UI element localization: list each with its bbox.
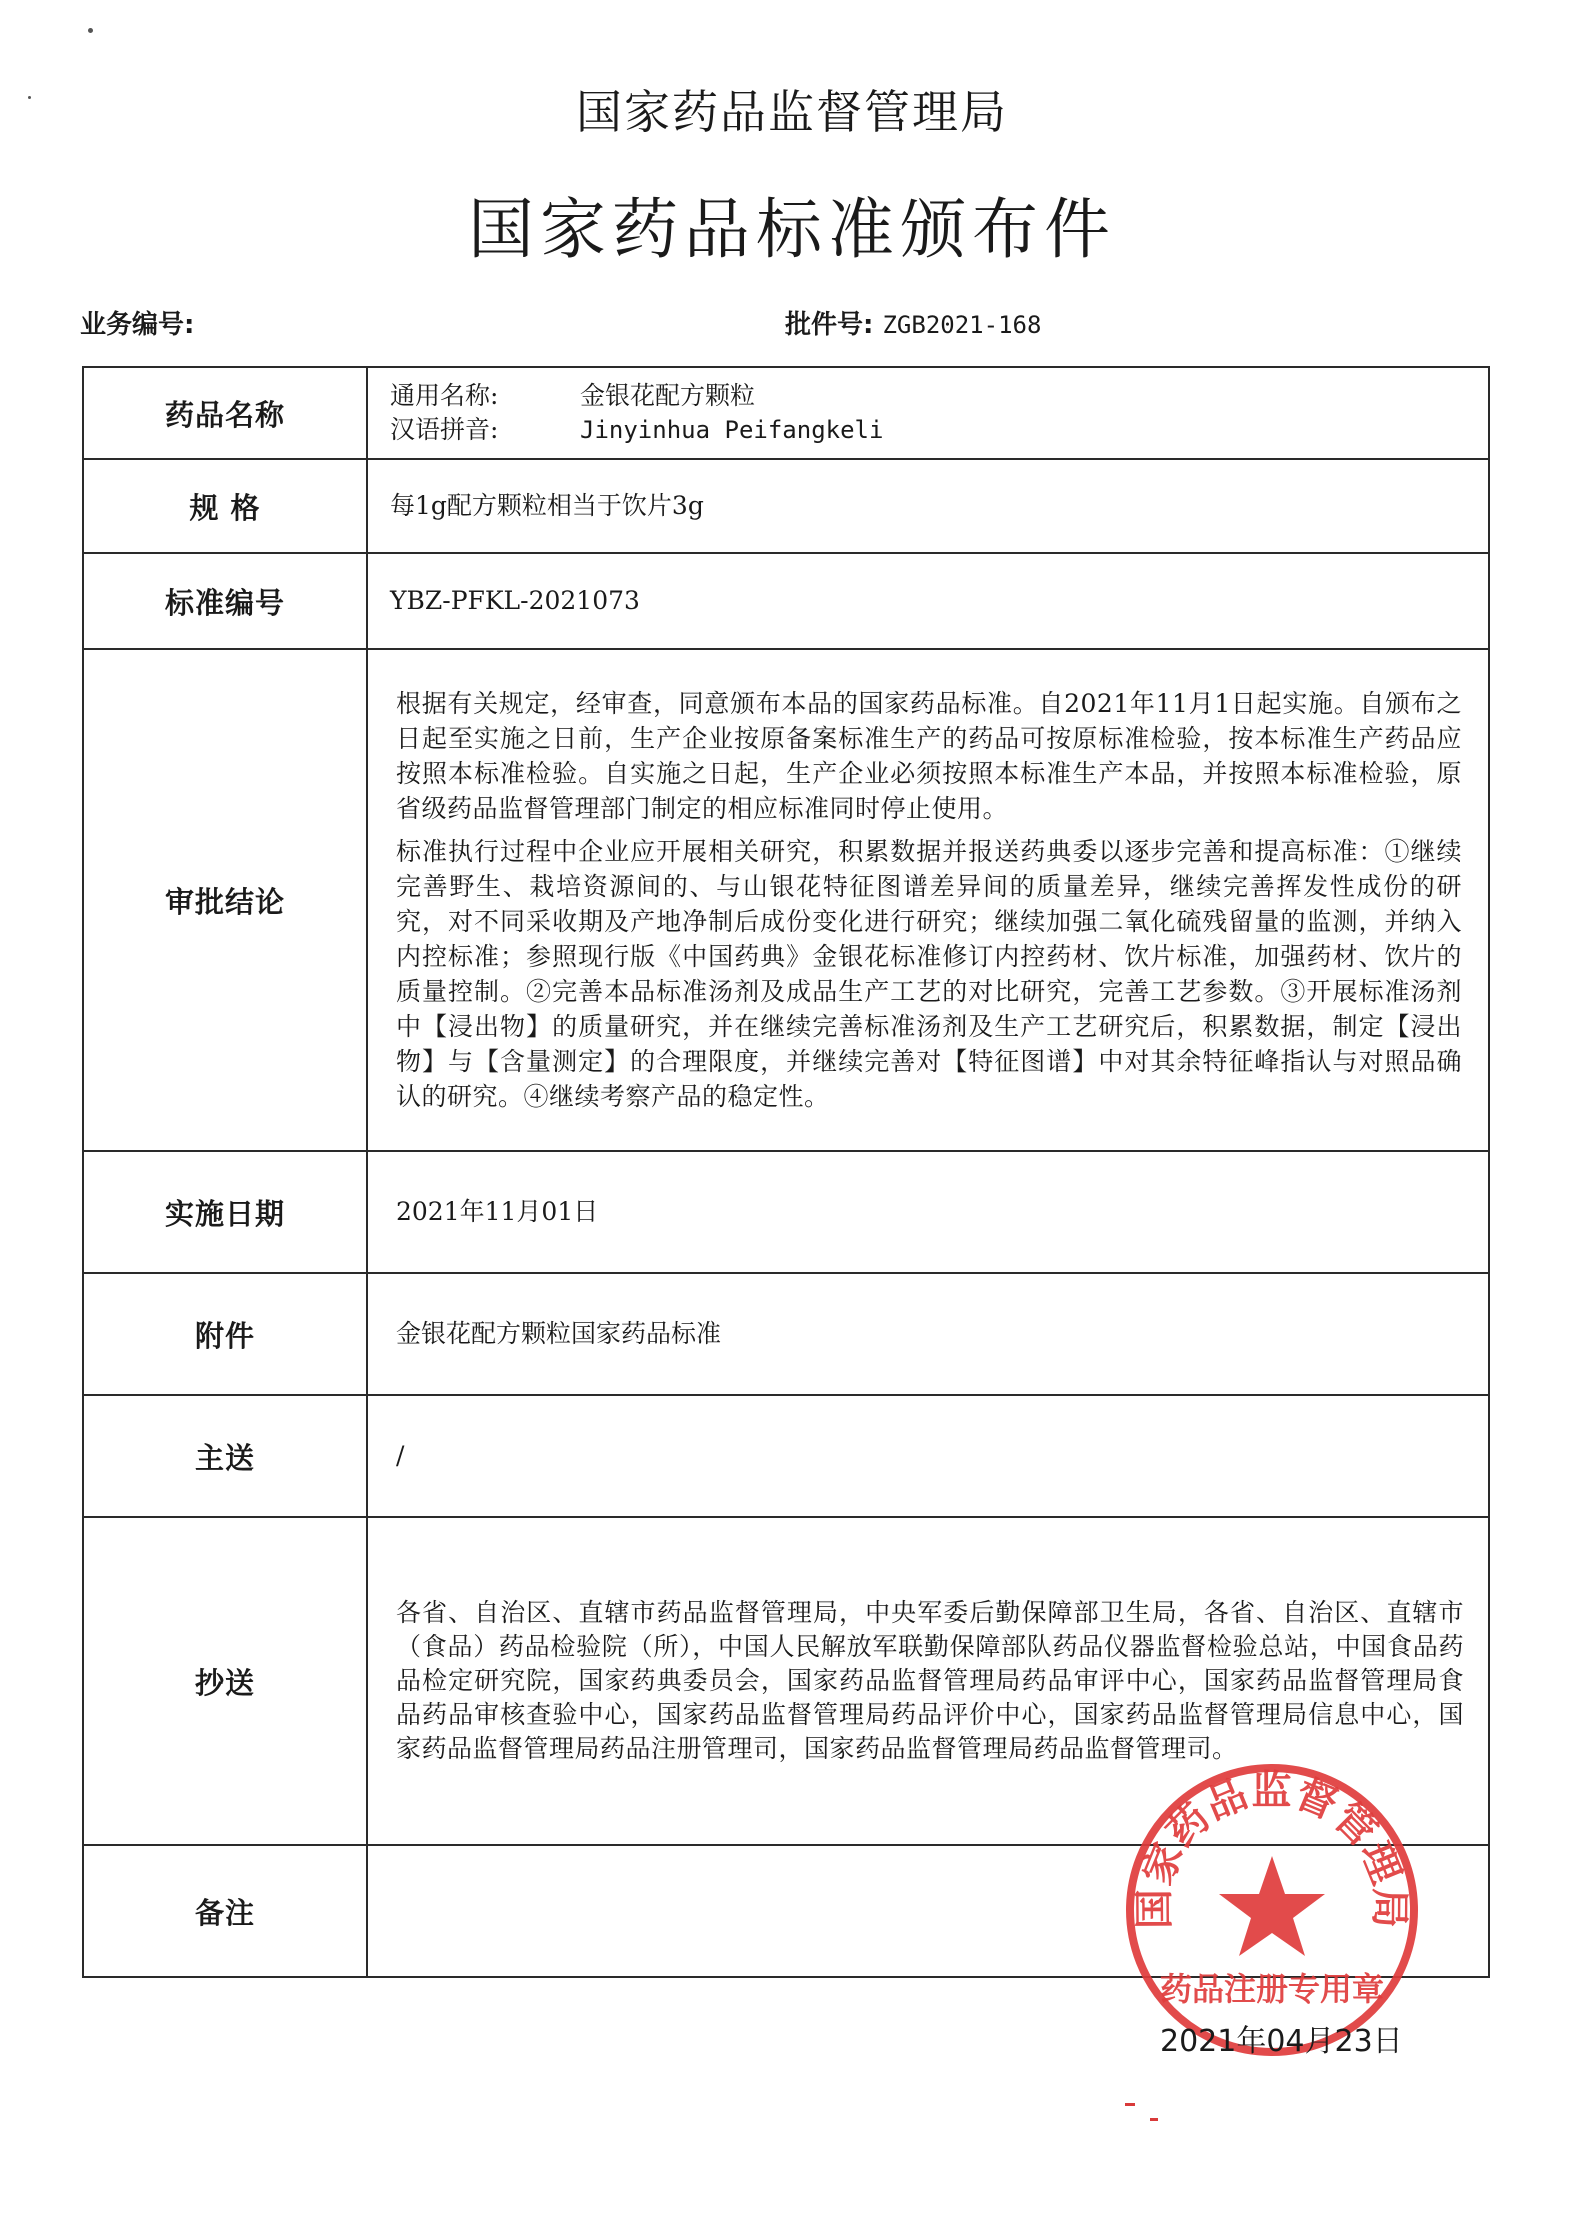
batch-number-value: ZGB2021-168 [882,311,1042,339]
drug-name-cell [367,367,1489,459]
effective-date-label: 实施日期 [83,1151,367,1273]
generic-name-line [390,379,1470,413]
attachment-label: 附件 [83,1273,367,1395]
cc-value: 各省、自治区、直辖市药品监督管理局，中央军委后勤保障部卫生局，各省、自治区、直辖市（食品）药品检验院（所），中国人民解放军联勤保障部队药品仪器监督检验总站，中国食品药品检定研究院，国家药典委员会，国家药品监督管理局药品审评中心，国家药品监督管理局食品药品审核查验中心，国家药品监督管理局药品评价中心，国家药品监督管理局信息中心，国家药品监督管理局药品注册管理司，国家药品监督管理局药品监督管理司。 [367,1517,1489,1845]
row-attachment [83,1273,1489,1395]
effective-date-value: 2021年11月01日 [367,1151,1489,1273]
remarks-label: 备注 [83,1845,367,1977]
standard-no-value: YBZ-PFKL-2021073 [367,553,1489,649]
seal-star-icon [1219,1856,1325,1956]
spec-value: 每1g配方颗粒相当于饮片3g [367,459,1489,553]
cc-label: 抄送 [83,1517,367,1845]
standard-no-label: 标准编号 [83,553,367,649]
seal-arc-text: 国家药品监督管理局 [1131,1767,1413,1930]
pinyin-line [390,413,1470,447]
generic-name-value: 金银花配方颗粒 [580,381,756,410]
seal-date: 2021年04月23日 [1160,2024,1403,2059]
official-seal [1122,1760,1422,2060]
batch-number-label: 批件号: [785,310,874,340]
red-mark [1150,2118,1158,2121]
conclusion-cell [367,649,1489,1151]
business-number [80,304,194,341]
pinyin-label: 汉语拼音: [390,415,499,444]
main-recipient-label: 主送 [83,1395,367,1517]
batch-number [785,304,1041,341]
row-spec [83,459,1489,553]
seal-sub-text: 药品注册专用章 [1159,1970,1385,2008]
drug-name-label: 药品名称 [83,367,367,459]
pinyin-value: Jinyinhua Peifangkeli [580,416,884,444]
conclusion-label: 审批结论 [83,649,367,1151]
spec-label: 规 格 [83,459,367,553]
generic-name-label: 通用名称: [390,381,499,410]
red-mark [1125,2103,1135,2106]
row-standard-no [83,553,1489,649]
row-drug-name [83,367,1489,459]
conclusion-paragraph-2: 标准执行过程中企业应开展相关研究，积累数据并报送药典委以逐步完善和提高标准：①继续完善野生、栽培资源间的、与山银花特征图谱差异间的质量差异，继续完善挥发性成份的研究，对不同采收期及产地净制后成份变化进行研究；继续加强二氧化硫残留量的监测，并纳入内控标准；参照现行版《中国药典》金银花标准修订内控药材、饮片标准，加强药材、饮片的质量控制。②完善本品标准汤剂及成品生产工艺的对比研究，完善工艺参数。③开展标准汤剂中【浸出物】的质量研究，并在继续完善标准汤剂及生产工艺研究后，积累数据，制定【浸出物】与【含量测定】的合理限度，并继续完善对【特征图谱】中对其余特征峰指认与对照品确认的研究。④继续考察产品的稳定性。 [396,837,1462,1111]
conclusion-paragraph-1: 根据有关规定，经审查，同意颁布本品的国家药品标准。自2021年11月1日起实施。自颁布之日起至实施之日前，生产企业按原备案标准生产的药品可按原标准检验，按本标准生产药品应按照本标准检验。自实施之日起，生产企业必须按照本标准生产本品，并按照本标准检验，原省级药品监督管理部门制定的相应标准同时停止使用。 [396,689,1462,823]
row-conclusion [83,649,1489,1151]
row-main-recipient [83,1395,1489,1517]
main-recipient-value: / [367,1395,1489,1517]
document-title: 国家药品标准颁布件 [468,191,1116,268]
document-table [82,366,1490,1978]
row-effective-date [83,1151,1489,1273]
attachment-value: 金银花配方颗粒国家药品标准 [367,1273,1489,1395]
scan-speck [88,28,93,33]
business-number-label: 业务编号: [80,310,195,340]
organization-title: 国家药品监督管理局 [576,85,1008,139]
